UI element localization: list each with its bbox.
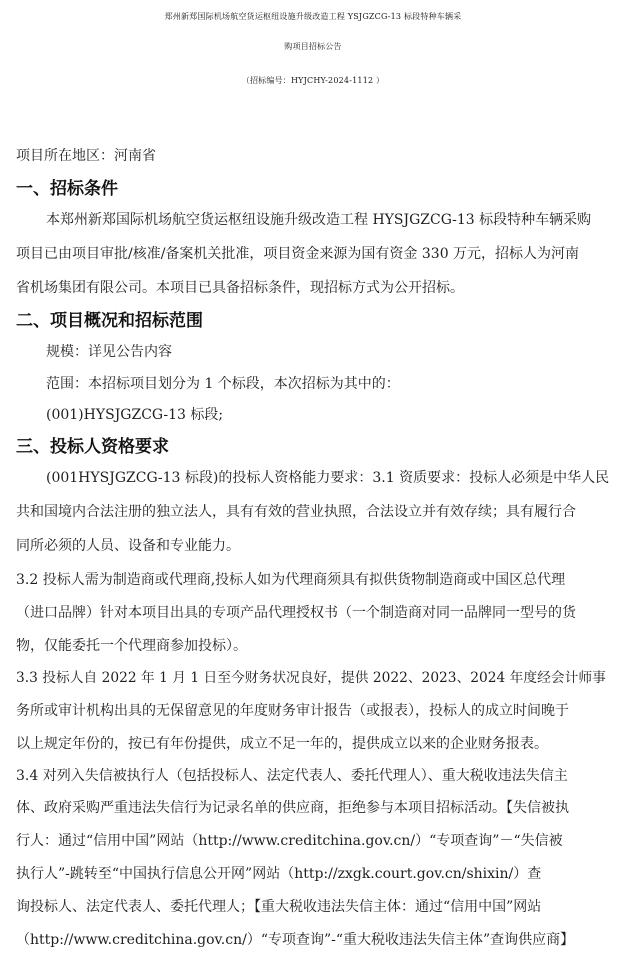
paragraph-line: 3.3 投标人自 2022 年 1 月 1 日至今财务状况良好，提供 2022、2023、2024 年度经会计师事: [16, 670, 606, 686]
paragraph-line: 规模：详见公告内容: [46, 344, 172, 360]
paragraph-line: 同所必须的人员、设备和专业能力。: [16, 538, 240, 554]
paragraph-line: 本郑州新郑国际机场航空货运枢纽设施升级改造工程 HYSJGZCG-13 标段特种车辆采购: [46, 212, 592, 228]
paragraph-line: 询投标人、法定代表人、委托代理人；【重大税收违法失信主体：通过“信用中国”网站: [16, 899, 542, 915]
document-title-line-1: 郑州新郑国际机场航空货运枢纽设施升级改造工程 YSJGZCG-13 标段特种车辆采: [164, 12, 462, 21]
paragraph-line: 范围：本招标项目划分为 1 个标段，本次招标为其中的：: [46, 376, 400, 392]
paragraph-line: 执行人”-跳转至“中国执行信息公开网”网站（http://zxgk.court.gov.cn/shixin/）查: [16, 866, 542, 882]
paragraph-line: （http://www.creditchina.gov.cn/）“专项查询”-“重大税收违法失信主体”查询供应商】: [16, 932, 575, 948]
section-heading-project-scope: 二、项目概况和招标范围: [16, 311, 203, 331]
paragraph-line: (001HYSJGZCG-13 标段)的投标人资格能力要求：3.1 资质要求：投标人必须是中华人民: [46, 470, 610, 486]
section-heading-bidder-qualifications: 三、投标人资格要求: [16, 437, 169, 457]
paragraph-line: 物，仅能委托一个代理商参加投标）。: [16, 638, 247, 654]
paragraph-line: 项目已由项目审批/核准/备案机关批准，项目资金来源为国有资金 330 万元，招标人为河南: [16, 246, 580, 262]
project-region: 项目所在地区：河南省: [16, 148, 156, 164]
paragraph-line: 3.2 投标人需为制造商或代理商,投标人如为代理商须具有拟供货物制造商或中国区总代理: [16, 572, 566, 588]
tender-number: （招标编号：HYJCHY-2024-1112 ）: [241, 76, 385, 85]
paragraph-line: 务所或审计机构出具的无保留意见的年度财务审计报告（或报表），投标人的成立时间晚于: [16, 703, 569, 719]
paragraph-line: 3.4 对列入失信被执行人（包括投标人、法定代表人、委托代理人）、重大税收违法失信主: [16, 768, 568, 784]
document-title-line-2: 购项目招标公告: [284, 42, 342, 51]
paragraph-line: 行人：通过“信用中国”网站（http://www.creditchina.gov.cn/）“专项查询”－“失信被: [16, 833, 563, 849]
paragraph-line: （进口品牌）针对本项目出具的专项产品代理授权书（一个制造商对同一品牌同一型号的货: [16, 605, 576, 621]
paragraph-line: (001)HYSJGZCG-13 标段;: [46, 407, 224, 423]
paragraph-line: 共和国境内合法注册的独立法人，具有有效的营业执照，合法设立并有效存续；具有履行合: [16, 504, 576, 520]
section-heading-tender-conditions: 一、招标条件: [16, 179, 118, 199]
paragraph-line: 体、政府采购严重违法失信行为记录名单的供应商，拒绝参与本项目招标活动。【失信被执: [16, 800, 569, 816]
paragraph-line: 以上规定年份的，按已有年份提供，成立不足一年的，提供成立以来的企业财务报表。: [16, 736, 548, 752]
paragraph-line: 省机场集团有限公司。本项目已具备招标条件，现招标方式为公开招标。: [16, 280, 464, 296]
